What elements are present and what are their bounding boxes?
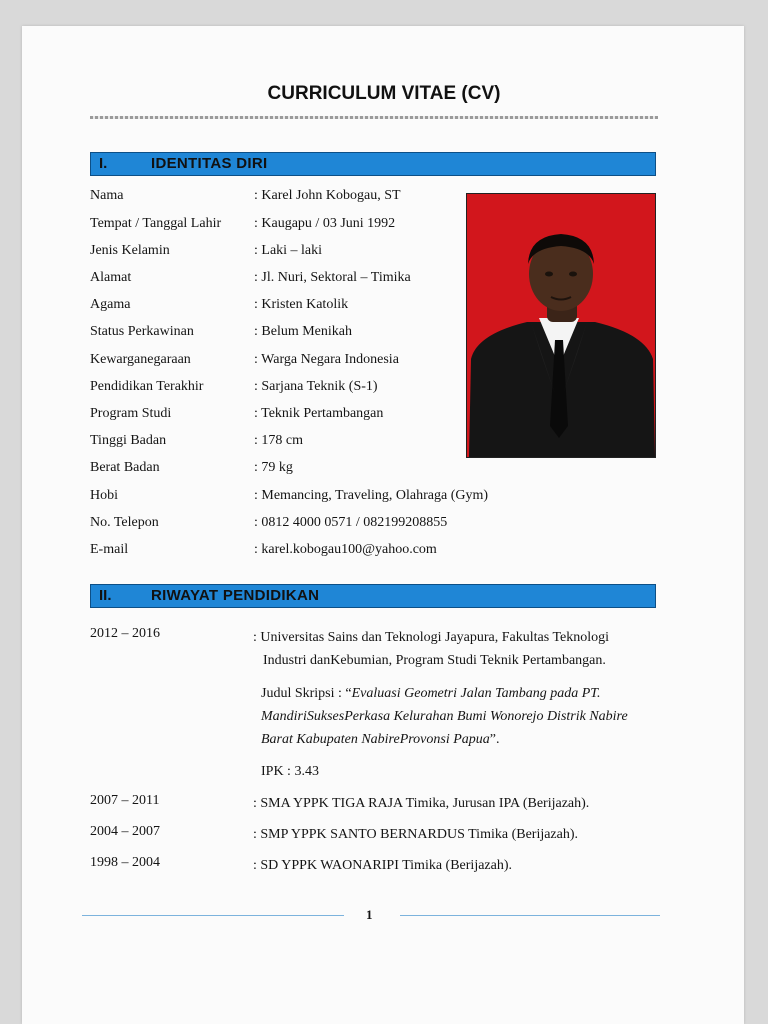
identity-label: Berat Badan — [90, 460, 160, 475]
identity-value: : Warga Negara Indonesia — [254, 352, 399, 367]
title-divider — [90, 116, 658, 119]
identity-value: : 79 kg — [254, 460, 293, 475]
education-school: : SD YPPK WAONARIPI Timika (Berijazah). — [253, 858, 513, 873]
identity-value: : Kristen Katolik — [254, 297, 349, 312]
identity-label: Tinggi Badan — [90, 433, 167, 448]
identity-label: Kewarganegaraan — [90, 352, 191, 367]
identity-value: : Belum Menikah — [254, 324, 352, 339]
section-number: I. — [99, 155, 108, 172]
thesis-prefix: Judul Skripsi : “ — [261, 686, 352, 701]
section-title: RIWAYAT PENDIDIKAN — [151, 587, 320, 604]
identity-value: : karel.kobogau100@yahoo.com — [254, 542, 437, 557]
identity-label: Alamat — [90, 270, 132, 285]
identity-value: : Jl. Nuri, Sektoral – Timika — [254, 270, 411, 285]
identity-label: Nama — [90, 188, 124, 203]
education-years: 2007 – 2011 — [90, 793, 160, 808]
identity-value: : Sarjana Teknik (S-1) — [254, 379, 378, 394]
identity-label: Tempat / Tanggal Lahir — [90, 216, 222, 231]
identity-value: : 178 cm — [254, 433, 303, 448]
education-years: 1998 – 2004 — [90, 855, 160, 870]
identity-label: No. Telepon — [90, 515, 159, 530]
page-number: 1 — [366, 907, 373, 922]
thesis-title-line: Barat Kabupaten NabireProvonsi Papua — [261, 732, 490, 747]
education-university — [253, 626, 609, 672]
section-number: II. — [99, 587, 112, 604]
identity-label: E-mail — [90, 542, 129, 557]
identity-label: Status Perkawinan — [90, 324, 194, 339]
identity-value: : Karel John Kobogau, ST — [254, 188, 401, 203]
identity-value: : Teknik Pertambangan — [254, 406, 384, 421]
thesis-suffix: ”. — [489, 732, 500, 747]
profile-photo — [466, 193, 656, 458]
identity-label: Jenis Kelamin — [90, 243, 170, 258]
page-title: CURRICULUM VITAE (CV) — [267, 83, 501, 104]
identity-value: : Laki – laki — [254, 243, 323, 258]
identity-label: Hobi — [90, 488, 118, 503]
education-school: : SMA YPPK TIGA RAJA Timika, Jurusan IPA (Berijazah). — [253, 796, 590, 811]
section-header-riwayat-pendidikan — [90, 584, 656, 608]
identity-value: : Kaugapu / 03 Juni 1992 — [254, 216, 396, 231]
thesis-title-line: MandiriSuksesPerkasa Kelurahan Bumi Wonorejo Distrik Nabire — [261, 709, 628, 724]
section-title: IDENTITAS DIRI — [151, 155, 268, 172]
education-school: : SMP YPPK SANTO BERNARDUS Timika (Berijazah). — [253, 827, 579, 842]
education-university-line: : Universitas Sains dan Teknologi Jayapura, Fakultas Teknologi — [253, 630, 610, 645]
education-ipk: IPK : 3.43 — [261, 764, 319, 779]
identity-value: : 0812 4000 0571 / 082199208855 — [254, 515, 448, 530]
portrait-illustration — [467, 194, 655, 457]
education-thesis — [261, 682, 628, 751]
identity-label: Agama — [90, 297, 131, 312]
identity-value: : Memancing, Traveling, Olahraga (Gym) — [254, 488, 489, 503]
footer-rule-right — [400, 915, 660, 916]
thesis-title-line: Evaluasi Geometri Jalan Tambang pada PT. — [351, 686, 601, 701]
identity-label: Pendidikan Terakhir — [90, 379, 204, 394]
identity-label: Program Studi — [90, 406, 172, 421]
education-years: 2004 – 2007 — [90, 824, 160, 839]
section-header-identitas — [90, 152, 656, 176]
education-university-line: Industri danKebumian, Program Studi Teknik Pertambangan. — [263, 653, 606, 668]
footer-rule-left — [82, 915, 344, 916]
education-years: 2012 – 2016 — [90, 626, 160, 641]
